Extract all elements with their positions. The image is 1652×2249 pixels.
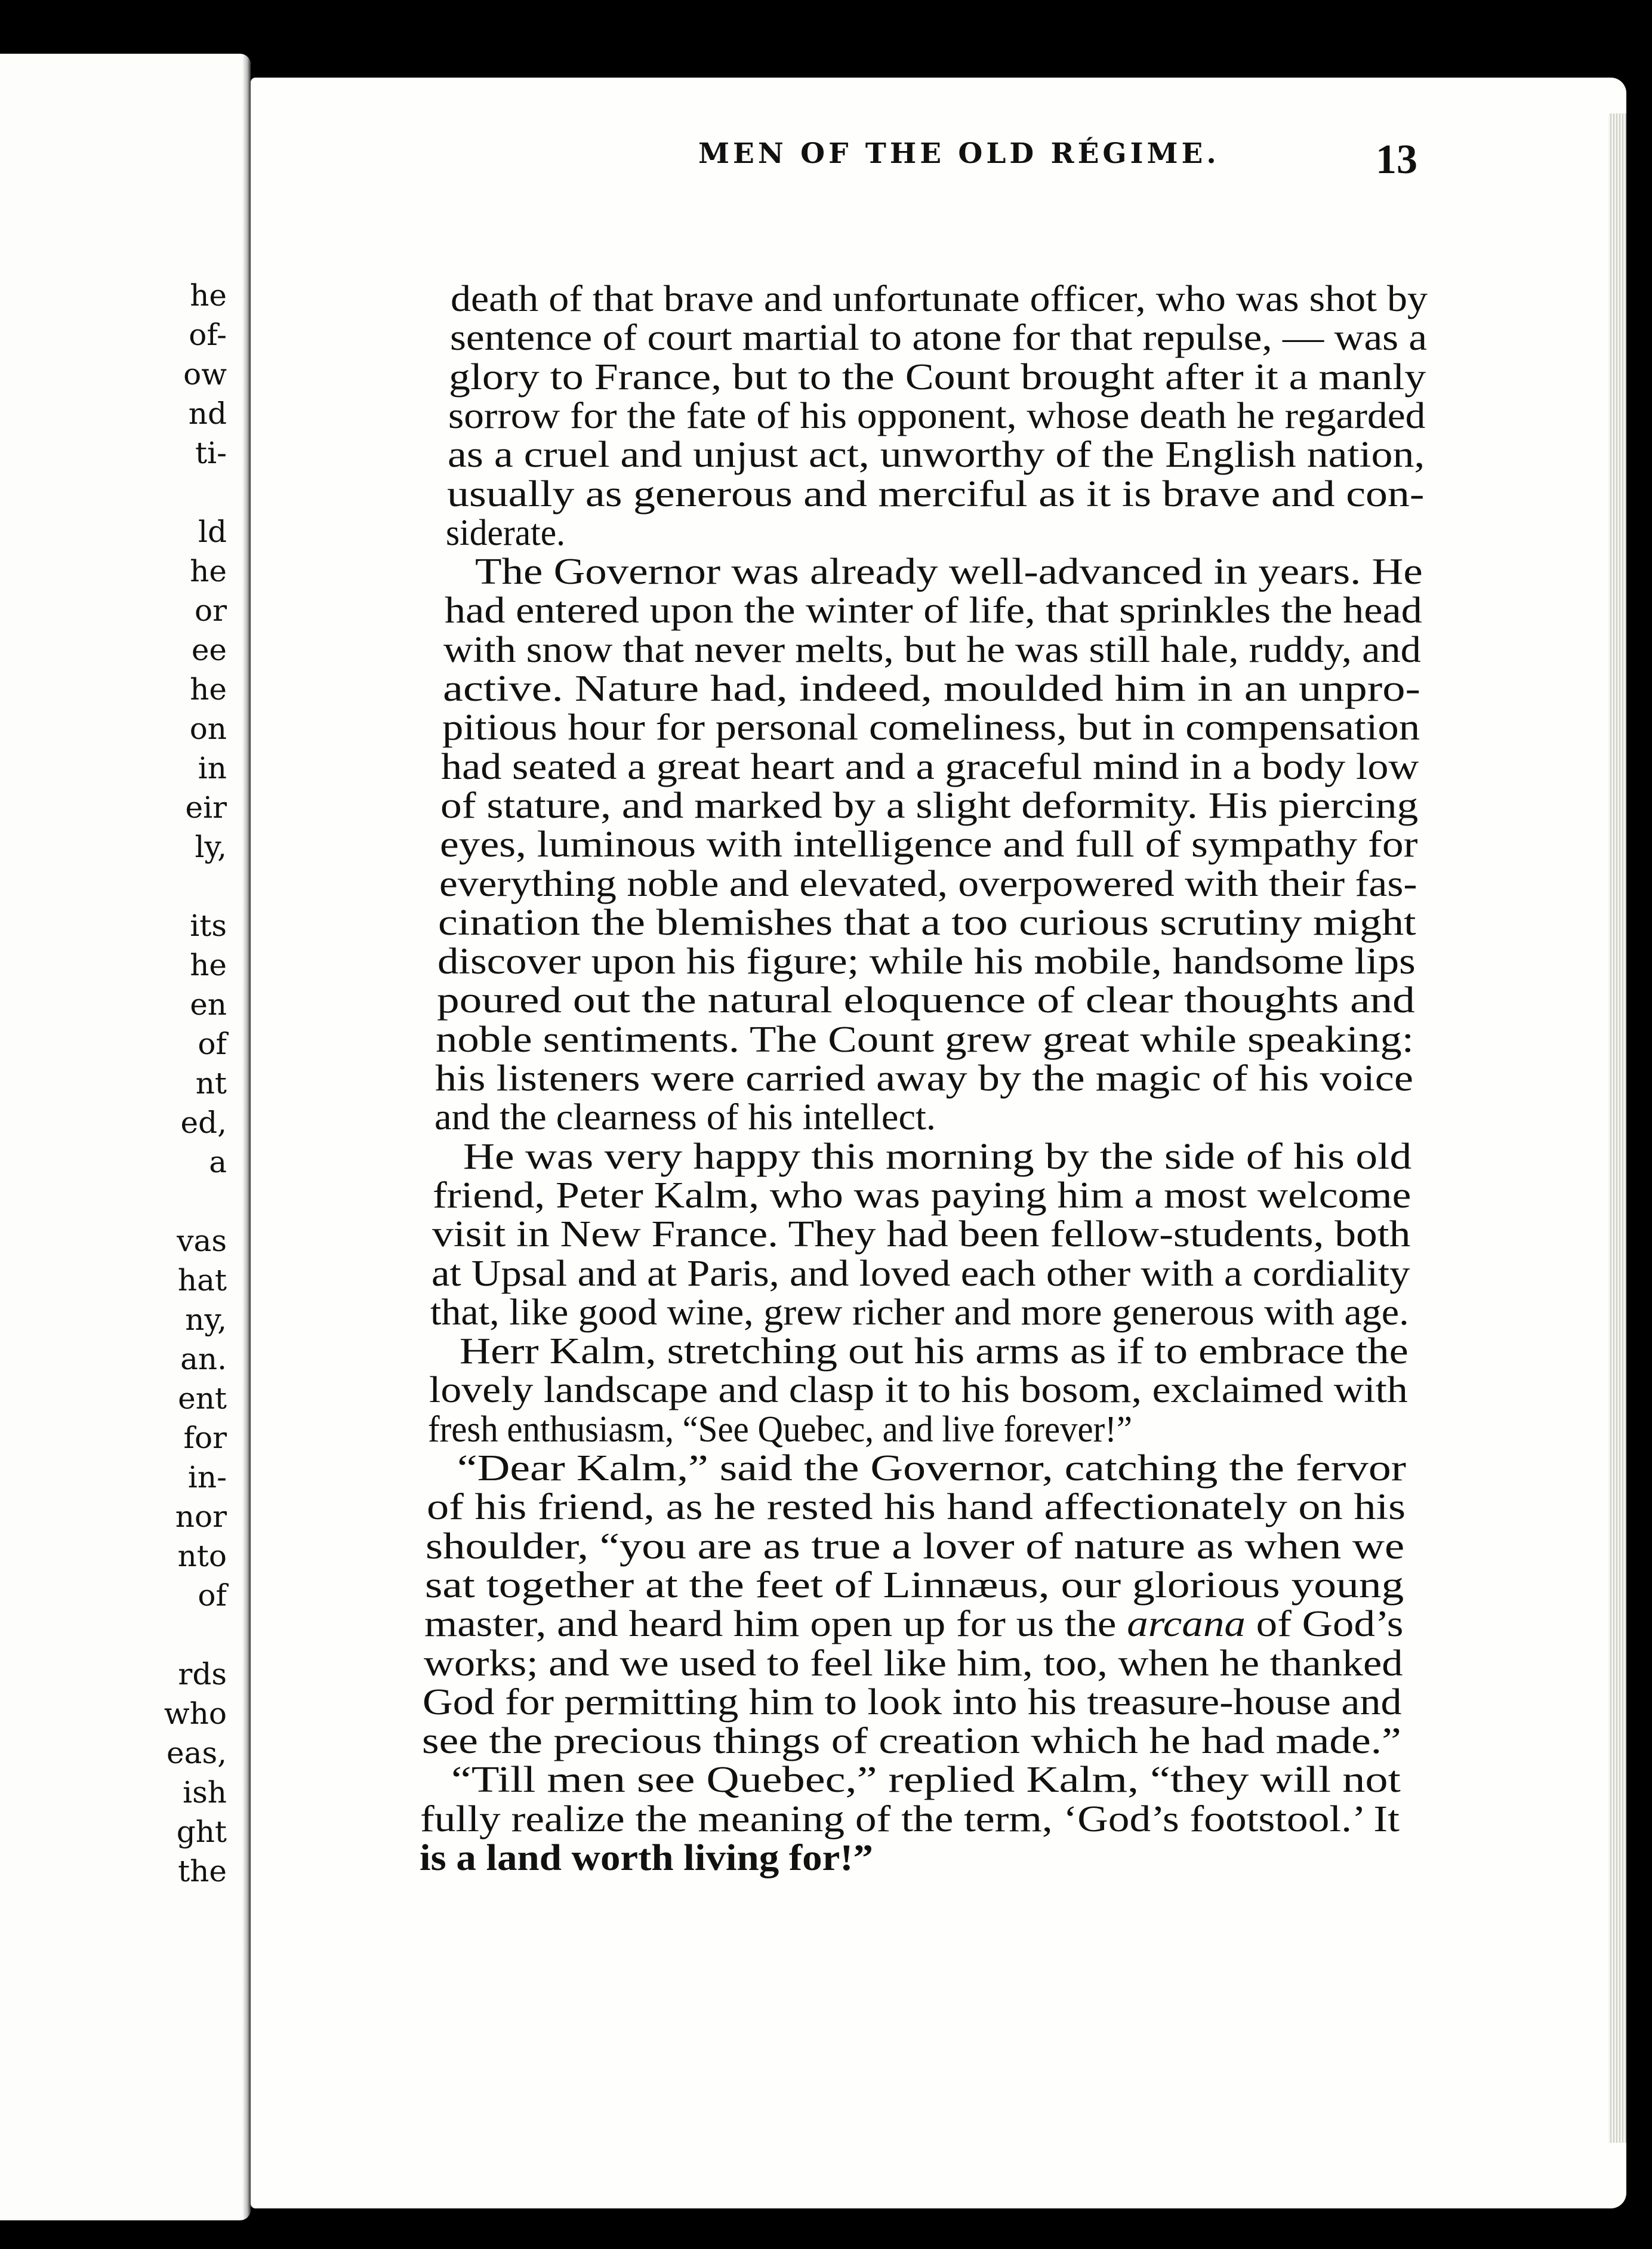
left-fragment: ght (176, 1814, 227, 1849)
body-line: is a land worth living for!” (420, 1838, 873, 1878)
left-fragment: nor (175, 1499, 227, 1534)
left-fragment: he (190, 672, 227, 707)
left-fragment: in (198, 751, 227, 785)
left-fragment: for (183, 1421, 227, 1455)
left-fragment: he (190, 948, 227, 982)
body-line: cination the blemishes that a too curious scrutiny might (438, 902, 1416, 943)
left-fragment: on (189, 711, 227, 746)
left-fragment: ow (183, 357, 227, 392)
body-line: eyes, luminous with intelligence and full of sympathy for (439, 824, 1418, 865)
body-line: works; and we used to feel like him, too, when he thanked (423, 1643, 1403, 1684)
body-line: death of that brave and unfortunate officer, who was shot by (451, 279, 1428, 319)
body-line: with snow that never melts, but he was still hale, ruddy, and (443, 629, 1422, 670)
body-line: God for permitting him to look into his treasure-house and (423, 1681, 1402, 1723)
body-line: siderate. (446, 512, 566, 553)
left-fragment: vas (177, 1224, 227, 1258)
body-line: discover upon his figure; while his mobile, handsome lips (437, 941, 1416, 982)
left-fragment: hat (177, 1263, 227, 1298)
body-line: friend, Peter Kalm, who was paying him a most welcome (433, 1175, 1411, 1216)
body-line: see the precious things of creation which he had made.” (421, 1721, 1401, 1762)
body-line: sat together at the feet of Linnæus, our glorious young (425, 1564, 1404, 1606)
body-line: He was very happy this morning by the side of his old (463, 1136, 1412, 1177)
left-fragment: of (198, 1027, 227, 1061)
body-line: usually as generous and merciful as it is brave and con- (446, 473, 1424, 515)
left-fragment: or (194, 593, 227, 628)
body-line: The Governor was already well-advanced in years. He (474, 552, 1423, 593)
left-fragment: he (190, 554, 227, 589)
left-page (0, 54, 251, 2220)
page-gutter (242, 54, 251, 2220)
body-line: as a cruel and unjust act, unworthy of the English nation, (447, 435, 1425, 476)
body-line: his listeners were carried away by the magic of his voice (435, 1058, 1413, 1099)
body-line: sorrow for the fate of his opponent, whose death he regarded (448, 395, 1426, 436)
body-line: “Till men see Quebec,” replied Kalm, “they will not (451, 1760, 1401, 1801)
body-line: of stature, and marked by a slight deformity. His piercing (440, 785, 1419, 826)
body-line: and the clearness of his intellect. (434, 1097, 936, 1138)
left-fragment: he (190, 278, 227, 313)
left-fragment: ee (191, 633, 227, 667)
body-line: lovely landscape and clasp it to his bosom, exclaimed with (429, 1370, 1408, 1411)
left-fragment: en (190, 987, 227, 1022)
body-line: noble sentiments. The Count grew great while speaking: (436, 1019, 1414, 1060)
body-line: fully realize the meaning of the term, ‘God’s footstool.’ It (420, 1798, 1400, 1840)
body-line: fresh enthusiasm, “See Quebec, and live forever!” (428, 1409, 1133, 1450)
body-line: had seated a great heart and a graceful mind in a body low (441, 746, 1419, 787)
left-fragment: of (198, 1578, 227, 1613)
body-line: “Dear Kalm,” said the Governor, catching the fervor (457, 1448, 1406, 1489)
page-number: 13 (1376, 137, 1417, 183)
body-line: active. Nature had, indeed, moulded him in an unpro- (443, 668, 1420, 709)
body-line: poured out the natural eloquence of clear thoughts and (436, 980, 1415, 1021)
left-fragment: ent (178, 1381, 227, 1416)
body-line: that, like good wine, grew richer and more generous with age. (430, 1292, 1409, 1333)
body-line: master, and heard him open up for us the arcana of God’s (424, 1604, 1404, 1645)
left-fragment: ti- (195, 436, 227, 470)
left-fragment: nt (195, 1066, 227, 1101)
left-fragment: ny, (185, 1302, 227, 1337)
left-fragment: rds (178, 1657, 227, 1692)
left-fragment: the (178, 1854, 227, 1888)
left-fragment: nto (177, 1539, 227, 1573)
body-line: Herr Kalm, stretching out his arms as if to embrace the (459, 1331, 1408, 1372)
body-line: shoulder, “you are as true a lover of nature as when we (426, 1526, 1405, 1567)
left-fragment: in- (187, 1460, 227, 1495)
left-fragment: ed, (180, 1105, 227, 1140)
left-fragment: nd (188, 396, 227, 431)
left-fragment: its (190, 908, 227, 943)
body-line: sentence of court martial to atone for that repulse, — was a (449, 318, 1427, 359)
left-fragment: who (164, 1696, 227, 1731)
left-fragment: ly, (195, 830, 227, 864)
left-fragment: an. (180, 1342, 227, 1376)
left-fragment: ish (183, 1775, 227, 1810)
left-fragment: ld (198, 515, 227, 549)
body-line: everything noble and elevated, overpowered with their fas- (439, 863, 1417, 904)
left-fragment: of- (189, 318, 227, 352)
body-line: visit in New France. They had been fellow-students, both (432, 1214, 1411, 1255)
body-line: pitious hour for personal comeliness, but in compensation (442, 707, 1420, 748)
body-line: of his friend, as he rested his hand affectionately on his (426, 1487, 1406, 1528)
running-head: MEN OF THE OLD RÉGIME. (698, 137, 1220, 170)
left-fragment: eas, (167, 1736, 227, 1770)
italic-word: arcana (1127, 1604, 1246, 1645)
body-line: at Upsal and at Paris, and loved each other with a cordiality (431, 1253, 1410, 1294)
left-fragment: a (209, 1145, 227, 1179)
left-fragment: eir (185, 790, 227, 825)
body-line: glory to France, but to the Count brought after it a manly (449, 356, 1426, 398)
page-edge (1608, 113, 1626, 2143)
body-line: had entered upon the winter of life, that sprinkles the head (444, 590, 1422, 631)
